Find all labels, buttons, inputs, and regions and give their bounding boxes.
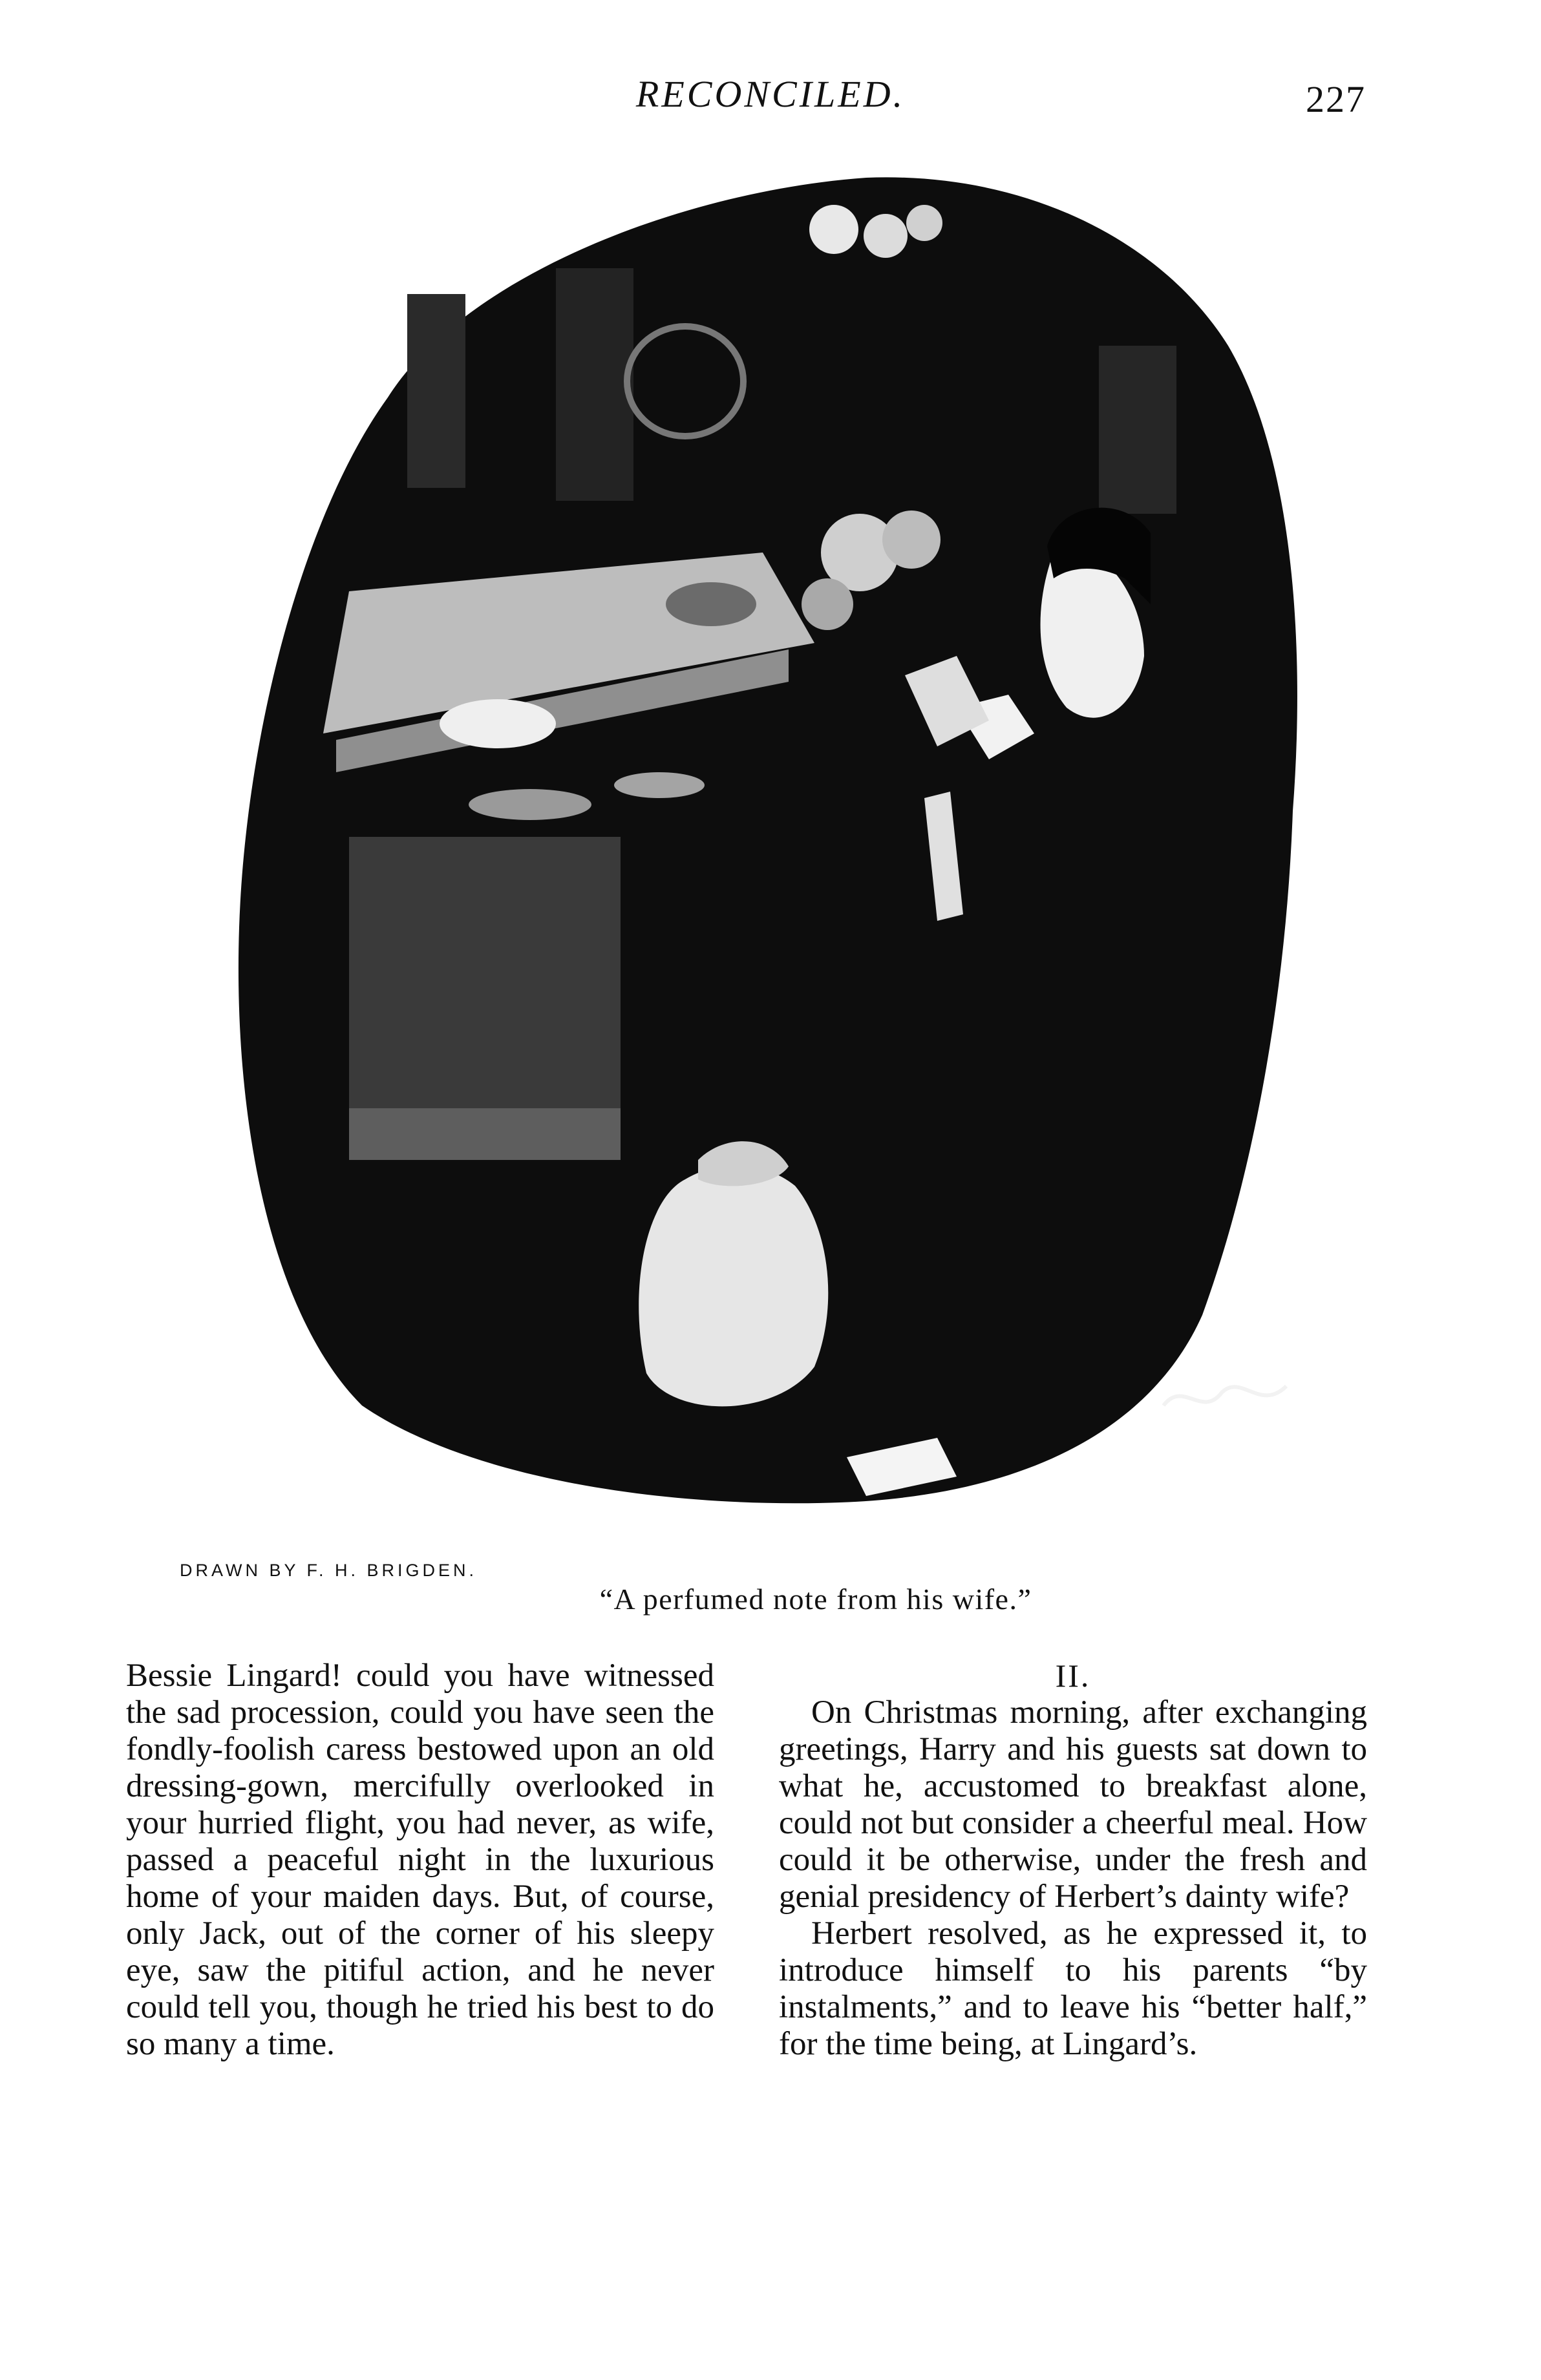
left-column-paragraph: Bessie Lingard! could you have witnessed the sad procession, could you have seen the fondly-foolish caress bestowed upon an old dressing-gown, mercifully overlooked in your hurried flight, you had never, as wife, passed a peaceful night in the luxurious home of your maiden days. But, of course, only Jack, out of the corner of his sleepy eye, saw the pitiful action, and he never could tell you, though he tried his best to do so many a time. (126, 1658, 714, 2062)
right-column-paragraph-1: On Christmas morning, after exchanging greetings, Harry and his guests sat down to what he, accustomed to breakfast alone, could not but consider a cheerful meal. How could it be otherwise, under the fresh and genial presidency of Herbert’s dainty wife? (779, 1694, 1367, 1915)
illustration-drawing (194, 152, 1351, 1528)
running-title: RECONCILED. (635, 73, 906, 115)
illustration (194, 152, 1351, 1528)
right-column (779, 1658, 1367, 2063)
running-head (0, 72, 1541, 131)
illustration-caption: “A perfumed note from his wife.” (599, 1583, 1032, 1616)
illustration-credit: DRAWN BY F. H. BRIGDEN. (180, 1561, 478, 1580)
left-column (126, 1658, 714, 2063)
page-number: 227 (1306, 78, 1366, 120)
right-column-paragraph-2: Herbert resolved, as he expressed it, to introduce himself to his parents “by instalments,” and to leave his “better half,” for the time being, at Lingard’s. (779, 1915, 1367, 2062)
section-heading: II. (1055, 1658, 1091, 1694)
